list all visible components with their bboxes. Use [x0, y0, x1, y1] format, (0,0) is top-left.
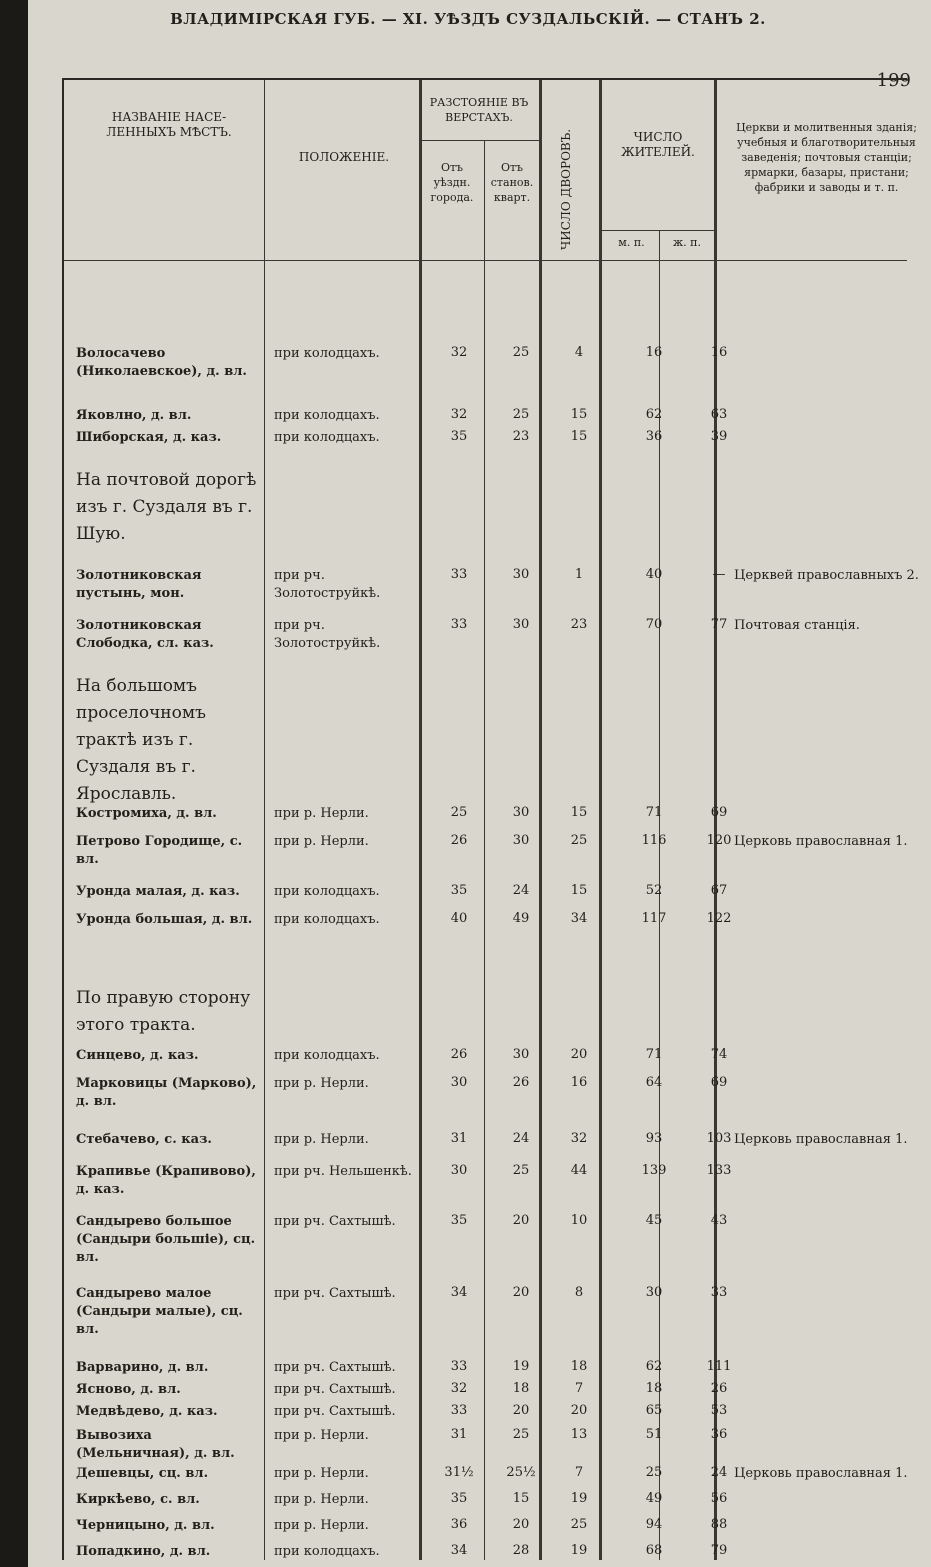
- dist-stan: 30: [512, 1047, 530, 1062]
- institutions: Церковь православная 1.: [734, 1466, 908, 1481]
- dist-city: 30: [450, 1163, 468, 1178]
- col-rule: [419, 80, 422, 1560]
- male: 93: [645, 1131, 663, 1146]
- page-number: 199: [876, 70, 911, 91]
- col-header-population: ЧИСЛО ЖИТЕЛЕЙ.: [621, 130, 695, 159]
- place-position: при р. Нерли.: [274, 806, 369, 821]
- dist-stan: 25½: [506, 1465, 536, 1480]
- place-name: Попадкино, д. вл.: [76, 1544, 211, 1559]
- dist-city: 26: [450, 833, 468, 848]
- place-position: при р. Нерли.: [274, 1466, 369, 1481]
- male: 62: [645, 1359, 663, 1374]
- institutions: Церковь православная 1.: [734, 1132, 908, 1147]
- header-rule: [64, 260, 907, 261]
- yards: 18: [570, 1359, 588, 1374]
- col-header-male: м. п.: [618, 236, 645, 249]
- male: 64: [645, 1075, 663, 1090]
- male: 18: [645, 1381, 663, 1396]
- male: 49: [645, 1491, 663, 1506]
- col-rule: [599, 80, 602, 1560]
- col-header-dist-stan: Отъ станов. кварт.: [490, 161, 534, 204]
- dist-stan: 30: [512, 833, 530, 848]
- institutions: Церквей православныхъ 2.: [734, 568, 919, 583]
- female: 111: [706, 1359, 732, 1374]
- male: 52: [645, 883, 663, 898]
- dist-stan: 30: [512, 567, 530, 582]
- yards: 7: [574, 1465, 584, 1480]
- place-position: при р. Нерли.: [274, 1518, 369, 1533]
- dist-stan: 25: [512, 407, 530, 422]
- yards: 32: [570, 1131, 588, 1146]
- dist-city: 33: [450, 1359, 468, 1374]
- col-rule: [539, 80, 542, 1560]
- col-rule: [484, 140, 485, 1560]
- dist-stan: 25: [512, 1427, 530, 1442]
- male: 70: [645, 617, 663, 632]
- page-header: ВЛАДИМІРСКАЯ ГУБ. — XI. УѢЗДЪ СУЗДАЛЬСКІЙ. — СТАНЪ 2.: [170, 10, 766, 28]
- dist-city: 35: [450, 1491, 468, 1506]
- dist-city: 33: [450, 567, 468, 582]
- female: 36: [710, 1427, 728, 1442]
- dist-stan: 20: [512, 1517, 530, 1532]
- male: 68: [645, 1543, 663, 1558]
- male: 71: [645, 805, 663, 820]
- yards: 25: [570, 833, 588, 848]
- dist-city: 35: [450, 429, 468, 444]
- place-name: Уронда малая, д. каз.: [76, 884, 240, 899]
- yards: 15: [570, 805, 588, 820]
- dist-stan: 20: [512, 1403, 530, 1418]
- male: 45: [645, 1213, 663, 1228]
- place-position: при колодцахъ.: [274, 408, 380, 423]
- place-name: Уронда большая, д. вл.: [76, 912, 253, 927]
- place-position: при рч. Сахтышѣ.: [274, 1214, 396, 1229]
- female: 67: [710, 883, 728, 898]
- female: 133: [706, 1163, 732, 1178]
- section-heading: По правую сторону этого тракта.: [76, 988, 251, 1035]
- col-header-female: ж. п.: [673, 236, 701, 249]
- place-position: при р. Нерли.: [274, 1492, 369, 1507]
- female: 88: [710, 1517, 728, 1532]
- statistics-table: [62, 78, 919, 1560]
- dist-city: 32: [450, 407, 468, 422]
- yards: 15: [570, 429, 588, 444]
- col-rule: [264, 80, 265, 1560]
- place-position: при колодцахъ.: [274, 912, 380, 927]
- yards: 19: [570, 1491, 588, 1506]
- female: 53: [710, 1403, 728, 1418]
- col-header-name: НАЗВАНІЕ НАСЕ- ЛЕННЫХЪ МѢСТЪ.: [106, 110, 232, 139]
- dist-stan: 24: [512, 883, 530, 898]
- place-position: при р. Нерли.: [274, 834, 369, 849]
- place-position: при колодцахъ.: [274, 430, 380, 445]
- place-position: при колодцахъ.: [274, 1048, 380, 1063]
- dist-stan: 25: [512, 1163, 530, 1178]
- female: 24: [710, 1465, 728, 1480]
- yards: 23: [570, 617, 588, 632]
- dist-stan: 24: [512, 1131, 530, 1146]
- dist-city: 32: [450, 345, 468, 360]
- female: 33: [710, 1285, 728, 1300]
- dist-city: 25: [450, 805, 468, 820]
- dist-city: 40: [450, 911, 468, 926]
- male: 16: [645, 345, 663, 360]
- female: 79: [710, 1543, 728, 1558]
- place-position: при колодцахъ.: [274, 1544, 380, 1559]
- female: 26: [710, 1381, 728, 1396]
- yards: 13: [570, 1427, 588, 1442]
- place-position: при р. Нерли.: [274, 1428, 369, 1443]
- col-header-yards: ЧИСЛО ДВОРОВЪ.: [559, 128, 573, 250]
- female: 69: [710, 805, 728, 820]
- dist-city: 34: [450, 1543, 468, 1558]
- male: 51: [645, 1427, 663, 1442]
- place-name: Петрово Городище, с. вл.: [76, 834, 243, 867]
- yards: 34: [570, 911, 588, 926]
- dist-city: 31½: [444, 1465, 474, 1480]
- header-rule: [599, 230, 714, 231]
- male: 36: [645, 429, 663, 444]
- female: 122: [706, 911, 732, 926]
- section-heading: На большомъ проселочномъ трактѣ изъ г. Суздаля въ г. Ярославль.: [76, 676, 206, 804]
- dist-city: 31: [450, 1131, 468, 1146]
- place-position: при рч. Золотоструйкѣ.: [274, 618, 381, 651]
- dist-city: 35: [450, 1213, 468, 1228]
- place-position: при колодцахъ.: [274, 346, 380, 361]
- col-header-position: ПОЛОЖЕНІЕ.: [298, 150, 390, 164]
- place-name: Вывозиха (Мельничная), д. вл.: [76, 1428, 235, 1461]
- dist-city: 31: [450, 1427, 468, 1442]
- dist-city: 26: [450, 1047, 468, 1062]
- yards: 16: [570, 1075, 588, 1090]
- yards: 4: [574, 345, 584, 360]
- male: 117: [641, 911, 667, 926]
- female: 16: [710, 345, 728, 360]
- place-position: при рч. Нельшенкѣ.: [274, 1164, 412, 1179]
- place-name: Яковлно, д. вл.: [76, 408, 192, 423]
- place-name: Шиборская, д. каз.: [76, 430, 222, 445]
- place-name: Черницыно, д. вл.: [76, 1518, 215, 1533]
- dist-city: 35: [450, 883, 468, 898]
- place-position: при р. Нерли.: [274, 1132, 369, 1147]
- place-name: Синцево, д. каз.: [76, 1048, 199, 1063]
- female: 43: [710, 1213, 728, 1228]
- yards: 20: [570, 1047, 588, 1062]
- dist-stan: 49: [512, 911, 530, 926]
- dist-stan: 30: [512, 617, 530, 632]
- place-name: Крапивье (Крапивово), д. каз.: [76, 1164, 256, 1197]
- place-name: Ясново, д. вл.: [76, 1382, 181, 1397]
- dist-stan: 20: [512, 1213, 530, 1228]
- place-position: при рч. Сахтышѣ.: [274, 1286, 396, 1301]
- place-name: Варварино, д. вл.: [76, 1360, 209, 1375]
- dist-city: 33: [450, 1403, 468, 1418]
- place-name: Киркѣево, с. вл.: [76, 1492, 200, 1507]
- dist-city: 32: [450, 1381, 468, 1396]
- place-position: при р. Нерли.: [274, 1076, 369, 1091]
- male: 65: [645, 1403, 663, 1418]
- male: 139: [641, 1163, 667, 1178]
- place-name: Волосачево (Николаевское), д. вл.: [76, 346, 247, 379]
- female: 103: [706, 1131, 732, 1146]
- male: 71: [645, 1047, 663, 1062]
- institutions: Почтовая станція.: [734, 618, 860, 633]
- header-rule: [419, 140, 539, 141]
- male: 40: [645, 567, 663, 582]
- dist-city: 30: [450, 1075, 468, 1090]
- place-name: Костромиха, д. вл.: [76, 806, 217, 821]
- dist-stan: 15: [512, 1491, 530, 1506]
- place-name: Марковицы (Марково), д. вл.: [76, 1076, 257, 1109]
- dist-stan: 26: [512, 1075, 530, 1090]
- place-position: при колодцахъ.: [274, 884, 380, 899]
- dist-city: 36: [450, 1517, 468, 1532]
- yards: 1: [574, 567, 584, 582]
- male: 30: [645, 1285, 663, 1300]
- place-name: Медвѣдево, д. каз.: [76, 1404, 218, 1419]
- yards: 15: [570, 407, 588, 422]
- col-header-distance: РАЗСТОЯНІЕ ВЪ ВЕРСТАХЪ.: [429, 96, 529, 124]
- yards: 10: [570, 1213, 588, 1228]
- book-page: [28, 0, 931, 1567]
- dist-city: 33: [450, 617, 468, 632]
- place-name: Сандырево малое (Сандыри малые), сц. вл.: [76, 1286, 243, 1337]
- institutions: Церковь православная 1.: [734, 834, 908, 849]
- dist-stan: 19: [512, 1359, 530, 1374]
- place-position: при рч. Сахтышѣ.: [274, 1404, 396, 1419]
- yards: 8: [574, 1285, 584, 1300]
- female: 39: [710, 429, 728, 444]
- yards: 25: [570, 1517, 588, 1532]
- yards: 15: [570, 883, 588, 898]
- female: 69: [710, 1075, 728, 1090]
- col-header-dist-city: Отъ уѣздн. города.: [430, 161, 474, 204]
- dist-city: 34: [450, 1285, 468, 1300]
- dist-stan: 28: [512, 1543, 530, 1558]
- dist-stan: 18: [512, 1381, 530, 1396]
- place-name: Золотниковская Слободка, сл. каз.: [76, 618, 214, 651]
- yards: 44: [570, 1163, 588, 1178]
- female: 63: [710, 407, 728, 422]
- female: 120: [706, 833, 732, 848]
- dist-stan: 23: [512, 429, 530, 444]
- col-header-institutions: Церкви и молитвенныя зданія; учебныя и благотворительныя заведенія; почтовыя станціи; ярмарки, базары, пристани; фабрики и заводы и т. п.: [736, 121, 917, 194]
- dist-stan: 20: [512, 1285, 530, 1300]
- place-position: при рч. Сахтышѣ.: [274, 1382, 396, 1397]
- col-rule: [714, 80, 717, 1560]
- dist-stan: 25: [512, 345, 530, 360]
- male: 62: [645, 407, 663, 422]
- place-name: Сандырево большое (Сандыри большіе), сц. вл.: [76, 1214, 256, 1265]
- place-name: Дешевцы, сц. вл.: [76, 1466, 209, 1481]
- yards: 20: [570, 1403, 588, 1418]
- section-heading: На почтовой дорогѣ изъ г. Суздаля въ г. Шую.: [76, 470, 257, 544]
- male: 25: [645, 1465, 663, 1480]
- yards: 19: [570, 1543, 588, 1558]
- place-name: Золотниковская пустынь, мон.: [76, 568, 202, 601]
- female: 77: [710, 617, 728, 632]
- female: 56: [710, 1491, 728, 1506]
- male: 94: [645, 1517, 663, 1532]
- place-name: Стебачево, с. каз.: [76, 1132, 212, 1147]
- female: —: [712, 567, 726, 582]
- place-position: при рч. Сахтышѣ.: [274, 1360, 396, 1375]
- female: 74: [710, 1047, 728, 1062]
- place-position: при рч. Золотоструйкѣ.: [274, 568, 381, 601]
- yards: 7: [574, 1381, 584, 1396]
- dist-stan: 30: [512, 805, 530, 820]
- male: 116: [641, 833, 667, 848]
